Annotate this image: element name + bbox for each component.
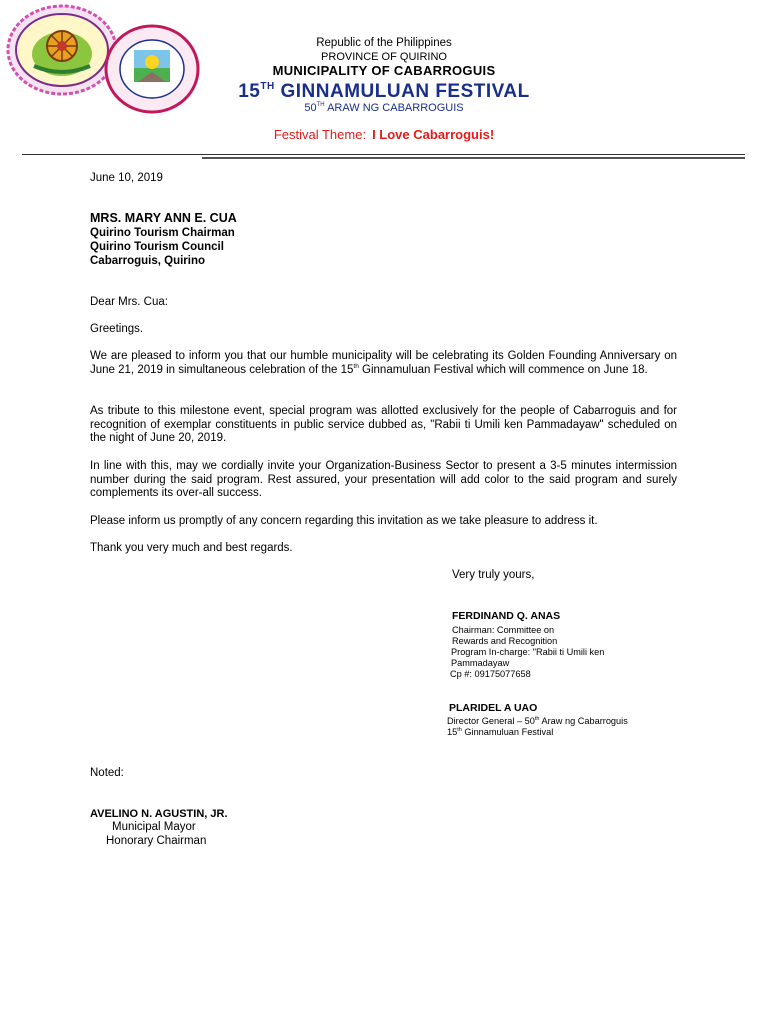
signer1-line3: Program In-charge: "Rabii ti Umili ken: [451, 647, 605, 657]
salutation: Dear Mrs. Cua:: [90, 296, 168, 308]
theme-label: Festival Theme:: [273, 127, 367, 142]
recipient-org: Quirino Tourism Council: [90, 241, 224, 253]
recipient-address: Cabarroguis, Quirino: [90, 255, 206, 267]
signer1-phone: Cp #: 09175077658: [450, 669, 531, 679]
mayor-title: Municipal Mayor: [112, 821, 196, 833]
province-line: PROVINCE OF QUIRINO: [321, 51, 447, 63]
theme-value: I Love Cabarroguis!: [372, 127, 495, 142]
recipient-name: MRS. MARY ANN E. CUA: [90, 211, 237, 225]
signer1-line4: Pammadayaw: [451, 658, 510, 668]
signer1-line2: Rewards and Recognition: [452, 636, 558, 646]
signer1-name: FERDINAND Q. ANAS: [452, 610, 561, 622]
municipality-line: MUNICIPALITY OF CABARROGUIS: [272, 63, 496, 78]
araw-text: ARAW NG CABARROGUIS: [324, 102, 464, 114]
header-divider: [22, 154, 745, 155]
araw-number: 50: [304, 102, 317, 114]
paragraph-2: As tribute to this milestone event, special program was allotted exclusively for the people of Cabarroguis and for recognition of exemplar constituents in public service dubbed as, "Rabii ti Umili ken Pammadayaw" scheduled on the night of June 20, 2019.: [90, 405, 677, 445]
paragraph-5: Thank you very much and best regards.: [90, 542, 293, 554]
signer1-line1: Chairman: Committee on: [452, 625, 555, 635]
header-divider-thick: [202, 157, 745, 159]
closing: Very truly yours,: [452, 569, 535, 581]
republic-line: Republic of the Philippines: [316, 37, 452, 49]
signer2-name: PLARIDEL A UAO: [449, 702, 538, 714]
mayor-name: AVELINO N. AGUSTIN, JR.: [90, 808, 228, 820]
festival-theme: [0, 127, 768, 142]
paragraph-4: Please inform us promptly of any concern regarding this invitation as we take pleasure to address it.: [90, 515, 598, 527]
paragraph-1: We are pleased to inform you that our humble municipality will be celebrating its Golden Founding Anniversary on June 21, 2019 in simultaneous celebration of the 15th Ginnamuluan Festival which will commence on June 18.: [90, 350, 677, 376]
mayor-role: Honorary Chairman: [106, 835, 207, 847]
letter-date: June 10, 2019: [90, 172, 163, 184]
signer2-line2: 15th Ginnamuluan Festival: [447, 727, 554, 737]
festival-ordinal: TH: [260, 81, 275, 92]
paragraph-3: In line with this, may we cordially invite your Organization-Business Sector to present a 3-5 minutes intermission number during the said program. Rest assured, your presentation will add color to the said program and surely complements its over-all success.: [90, 460, 677, 500]
festival-title: [0, 81, 768, 103]
festival-name: GINNAMULUAN FESTIVAL: [274, 81, 530, 102]
araw-ordinal: TH: [316, 102, 325, 108]
araw-line: [0, 102, 768, 114]
greeting: Greetings.: [90, 323, 144, 335]
signer2-line1: Director General – 50th Araw ng Cabarroguis: [447, 716, 628, 726]
festival-number: 15: [238, 81, 261, 102]
noted-label: Noted:: [90, 767, 124, 779]
recipient-title: Quirino Tourism Chairman: [90, 227, 235, 239]
